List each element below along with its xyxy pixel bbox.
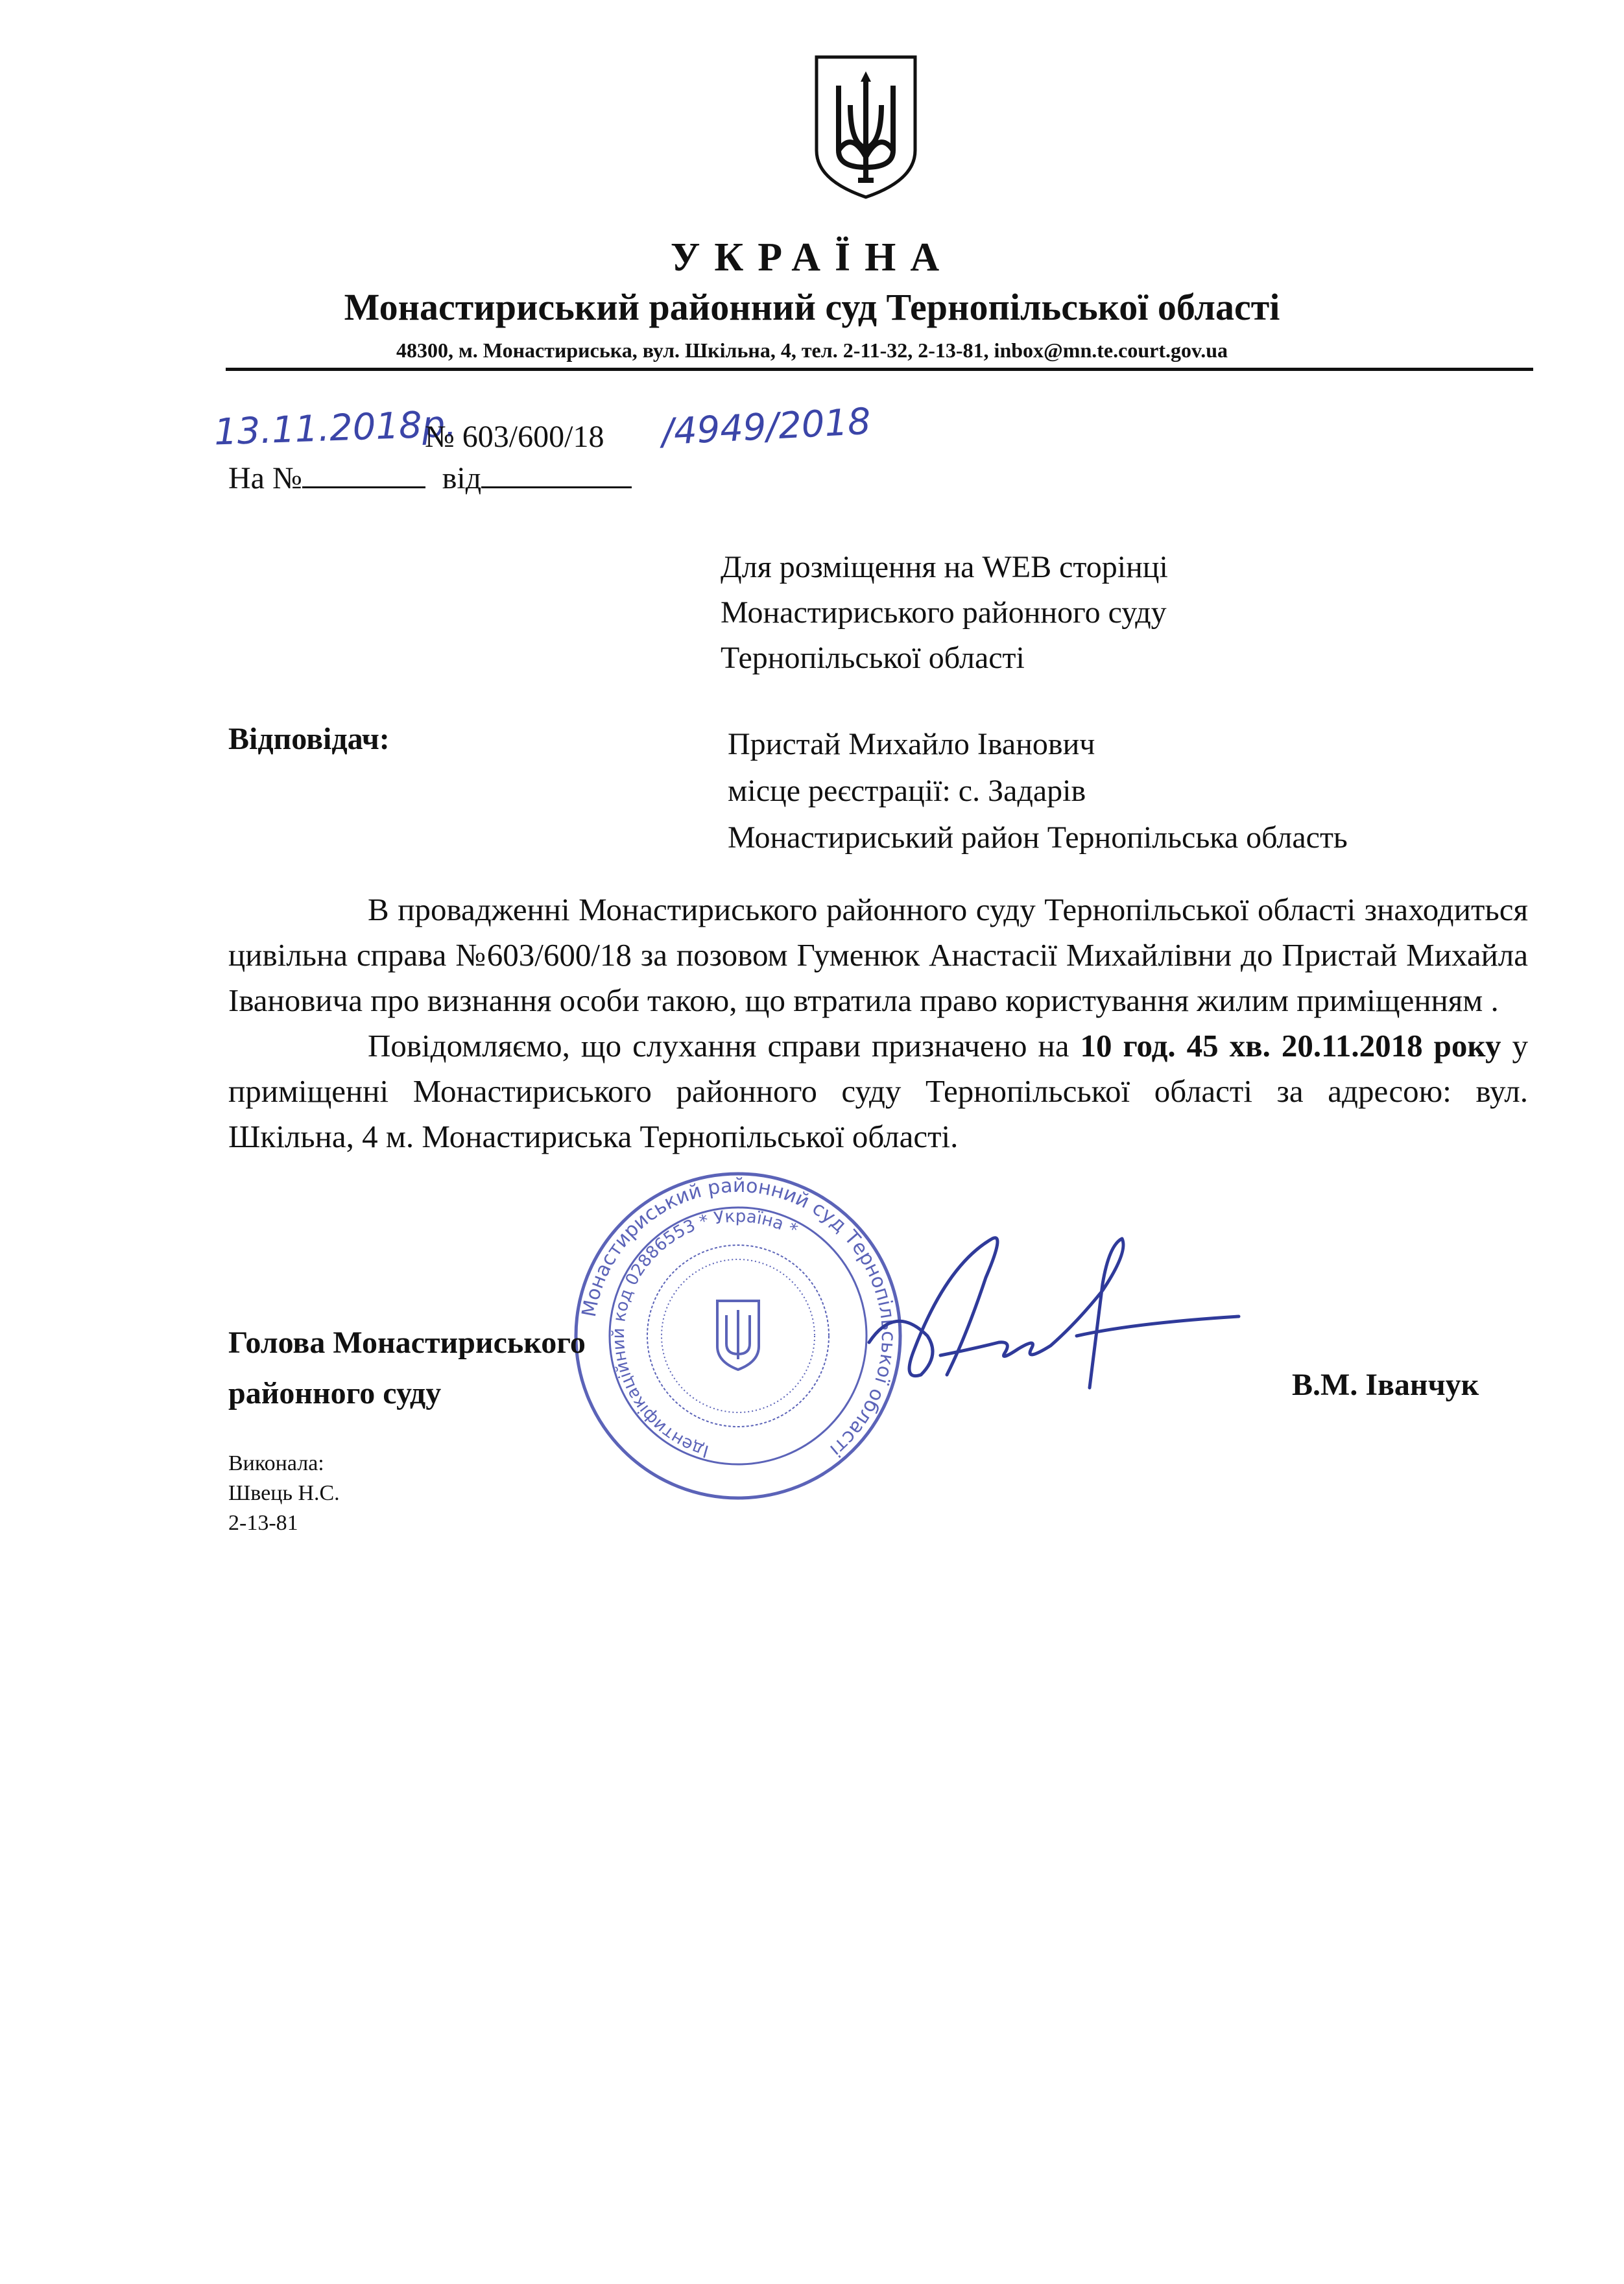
stamp-inner-text: Ідентифікаційний код 02886553 * Україна * <box>608 1206 801 1461</box>
signatory-title-line: Голова Монастириського <box>228 1326 586 1360</box>
trident-emblem-icon <box>813 53 919 201</box>
defendant-label: Відповідач: <box>228 722 390 756</box>
signatory-title <box>228 1318 586 1419</box>
addressee-line: Для розміщення на WEB сторінці <box>721 550 1168 584</box>
addressee-line: Тернопільської області <box>721 641 1025 675</box>
executor-block <box>228 1449 340 1538</box>
hearing-datetime: 10 год. 45 хв. 20.11.2018 року <box>1080 1028 1501 1064</box>
handwritten-date: 13.11.2018р. <box>213 403 458 454</box>
defendant-name: Пристай Михайло Іванович <box>728 727 1095 761</box>
executor-phone: 2-13-81 <box>228 1511 298 1535</box>
outgoing-number: № 603/600/18 <box>425 420 604 454</box>
handwritten-reg-number: /4949/2018 <box>660 400 872 454</box>
body-paragraph <box>228 1023 1528 1160</box>
executor-name: Швець Н.С. <box>228 1481 340 1505</box>
country-title: УКРАЇНА <box>670 235 954 280</box>
ref-date-blank <box>481 460 632 488</box>
body-paragraph: В провадженні Монастириського районного суду Тернопільської області знаходиться цивільна справа №603/600/18 за позовом Гуменюк Анастасії Михайлівни до Пристай Михайла Івановича про визнання особи такою, що втратила право користування жилим приміщенням . <box>228 892 1528 1018</box>
hearing-location: у приміщенні Монастириського районного суду Тернопільської області за адресою: вул. Шкільна, 4 м. Монастириська Тернопільської області. <box>228 1028 1528 1154</box>
defendant-region: Монастириський район Тернопільська область <box>728 820 1348 855</box>
reference-line <box>228 460 632 496</box>
hearing-intro: Повідомляємо, що слухання справи призначено на <box>368 1028 1081 1064</box>
ref-prefix: На № <box>228 461 302 495</box>
executor-label: Виконала: <box>228 1451 324 1475</box>
defendant-block <box>728 721 1348 861</box>
handwritten-signature <box>843 1226 1245 1420</box>
addressee-line: Монастириського районного суду <box>721 595 1167 630</box>
header-divider <box>226 368 1533 371</box>
stamp-outer-text: Монастириський районний суд Тернопільської області <box>577 1174 900 1462</box>
defendant-registration: місце реєстрації: с. Задарів <box>728 774 1086 808</box>
signatory-title-line: районного суду <box>228 1376 442 1410</box>
addressee-block <box>721 545 1168 681</box>
court-address: 48300, м. Монастириська, вул. Шкільна, 4, тел. 2-11-32, 2-13-81, inbox@mn.te.court.gov.ua <box>396 339 1228 362</box>
stamp-trident-icon <box>717 1301 759 1370</box>
ref-number-blank <box>302 460 425 488</box>
letter-body <box>228 887 1528 1160</box>
signatory-name: В.М. Іванчук <box>1292 1368 1479 1402</box>
ref-from: від <box>442 461 482 495</box>
court-name: Монастириський районний суд Тернопільської області <box>344 286 1280 328</box>
